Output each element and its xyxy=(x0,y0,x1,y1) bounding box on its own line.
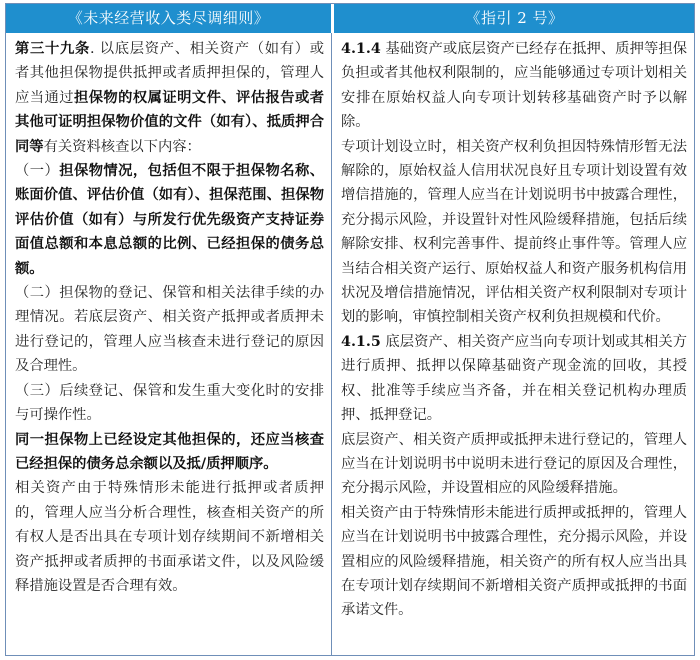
section-4-1-5-paragraph-3: 相关资产由于特殊情形未能进行质押或抵押的，管理人应当在计划说明书中披露合理性，充分揭示风险，并设置相应的风险缓释措施，相关资产的所有权人应当出具在专项计划存续期间不新增相关资产质押或抵押的书面承诺文件。 xyxy=(341,504,687,619)
section-4-1-4-label: 4.1.4 xyxy=(341,41,381,57)
right-column xyxy=(332,33,694,655)
article-39-label: 第三十九条 xyxy=(15,41,90,57)
section-4-1-5 xyxy=(341,330,687,428)
article-39-text-b: 担保物的权属证明文件、评估报告或者其他可证明担保物价值的文件（如有）、抵质押合同等 xyxy=(15,89,325,155)
section-4-1-4 xyxy=(341,37,687,135)
item-1-text: 担保物情况，包括但不限于担保物名称、账面价值、评估价值（如有）、担保范围、担保物评估价值（如有）与所发行优先级资产支持证券面值总额和本息总额的比例、已经担保的债务总额。 xyxy=(15,163,325,277)
section-4-1-5-paragraph-2: 底层资产、相关资产质押或抵押未进行登记的，管理人应当在计划说明书中说明未进行登记的原因及合理性，充分揭示风险，并设置相应的风险缓释措施。 xyxy=(341,431,687,497)
comparison-table xyxy=(5,3,695,656)
item-1-marker: （一） xyxy=(15,163,60,180)
left-column xyxy=(6,33,332,655)
section-4-1-4-paragraph-2: 专项计划设立时，相关资产权利负担因特殊情形暂无法解除的，原始权益人信用状况良好且专项计划设置有效增信措施的，管理人应当在计划说明书中披露合理性，充分揭示风险，并设置针对性风险缓释措施，包括后续解除安排、权利完善事件、提前终止事件等。管理人应当结合相关资产运行、原始权益人和资产服务机构信用状况及增信措施情况，评估相关资产权利限制对专项计划的影响，审慎控制相关资产权利负担规模和代价。 xyxy=(341,138,687,326)
bold-paragraph-text: 同一担保物上已经设定其他担保的，还应当核查已经担保的债务总余额以及抵/质押顺序。 xyxy=(15,431,324,472)
section-4-1-5-label: 4.1.5 xyxy=(341,333,381,350)
section-4-1-4-text: 基础资产或底层资产已经存在抵押、质押等担保负担或者其他权利限制的，应当能够通过专项计划相关安排在原始权益人向专项计划转移基础资产时予以解除。 xyxy=(341,41,687,131)
table-header xyxy=(6,4,694,33)
article-39-last-paragraph: 相关资产由于特殊情形未能进行抵押或者质押的，管理人应当分析合理性，核查相关资产的所有权人是否出具在专项计划存续期间不新增相关资产抵押或者质押的书面承诺文件，以及风险缓释措施设置是否合理有效。 xyxy=(15,480,324,594)
right-column-title: 《指引 2 号》 xyxy=(465,9,564,27)
article-39-text-a: . 以底层资产、相关资产（如有）或者其他担保物提供抵押或者质押担保的，管理人应当通过 xyxy=(15,41,325,106)
article-39-item-3: （三）后续登记、保管和发生重大变化时的安排与可操作性。 xyxy=(15,382,324,424)
article-39-item-2: （二）担保物的登记、保管和相关法律手续的办理情况。若底层资产、相关资产抵押或者质押未进行登记的，管理人应当核查未进行登记的原因及合理性。 xyxy=(15,285,324,375)
article-39-intro xyxy=(15,37,324,159)
left-column-title: 《未来经营收入类尽调细则》 xyxy=(67,9,270,27)
header-divider xyxy=(331,4,334,33)
article-39-bold-paragraph xyxy=(15,428,324,477)
article-39-text-c: 有关资料核查以下内容： xyxy=(43,138,201,155)
section-4-1-5-text: 底层资产、相关资产应当向专项计划或其相关方进行质押、抵押以保障基础资产现金流的回收，其授权、批准等手续应当齐备，并在相关登记机构办理质押、抵押登记。 xyxy=(341,333,687,424)
article-39-item-1 xyxy=(15,159,324,281)
